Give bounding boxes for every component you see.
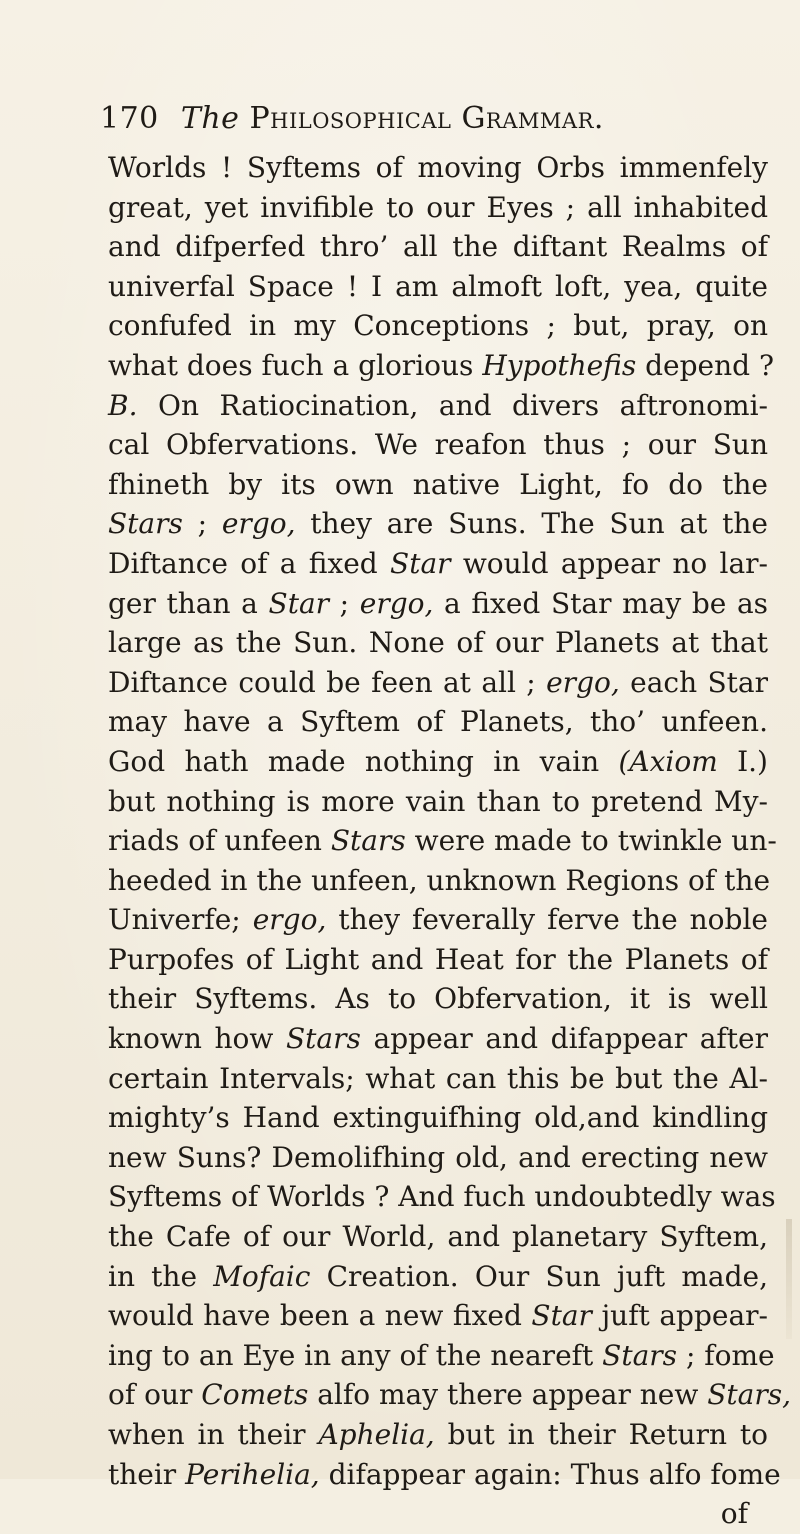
text-line — [108, 1455, 781, 1495]
text-segment: ergo, — [546, 665, 620, 699]
text-segment: Star — [268, 586, 330, 620]
text-segment: ; — [329, 586, 360, 620]
text-segment: ergo, — [252, 903, 327, 937]
text-segment: ing to an Eye in any of the neareft — [108, 1338, 603, 1372]
text-line — [108, 1098, 768, 1138]
text-segment: depend ? — [636, 348, 774, 382]
text-segment: Star — [531, 1299, 592, 1333]
text-line — [108, 782, 768, 822]
text-segment: ergo, — [359, 586, 434, 620]
text-segment: Aphelia, — [318, 1418, 435, 1451]
text-line — [108, 702, 768, 742]
text-line — [108, 900, 768, 940]
text-segment: fhineth by its own native Light, fo do the — [108, 467, 768, 501]
text-line — [108, 1257, 768, 1297]
text-line — [108, 940, 768, 980]
text-segment: (Axiom — [618, 744, 718, 778]
text-segment: were made to twinkle un- — [405, 824, 777, 858]
text-line — [108, 306, 768, 346]
page-edge-mark — [786, 1219, 792, 1339]
text-segment: ergo, — [221, 507, 296, 541]
text-line — [108, 979, 768, 1019]
text-segment: alfo may there appear new — [308, 1378, 708, 1412]
text-segment: great, yet invifible to our Eyes ; all inhabited — [108, 190, 768, 224]
text-segment: Stars — [286, 1022, 361, 1056]
text-line — [108, 425, 768, 465]
text-segment: Mofaic — [213, 1259, 311, 1293]
text-segment: Diftance of a fixed — [108, 546, 391, 580]
text-line — [108, 267, 768, 307]
text-segment: On Ratiocination, and divers aftronomi- — [137, 388, 768, 422]
text-segment: each Star — [619, 665, 768, 699]
running-header — [100, 101, 760, 137]
text-line — [108, 148, 768, 188]
text-segment: Hypothefis — [482, 348, 637, 382]
text-segment: certain Intervals; what can this be but the Al- — [108, 1061, 768, 1095]
text-segment: their Syftems. As to Obfervation, it is well — [108, 982, 768, 1016]
text-line — [108, 1177, 776, 1217]
text-segment: ger than a — [108, 586, 269, 620]
text-segment: confufed in my Conceptions ; but, pray, on — [108, 309, 768, 343]
text-segment: Creation. Our Sun juft made, — [310, 1259, 768, 1293]
text-segment: Diftance could be feen at all ; — [108, 665, 547, 699]
text-segment: they are Suns. The Sun at the — [295, 507, 768, 541]
text-line — [108, 1415, 768, 1455]
text-segment: riads of unfeen — [108, 824, 331, 858]
text-segment: Univerfe; — [108, 903, 253, 937]
text-segment: Worlds ! Syftems of moving Orbs immenfely — [108, 151, 768, 184]
text-segment: but nothing is more vain than to pretend My- — [108, 784, 768, 818]
text-segment: difappear again: Thus alfo fome — [319, 1457, 781, 1491]
body-text — [108, 148, 792, 1534]
text-segment: would have been a new fixed — [108, 1299, 532, 1333]
text-segment: ; — [182, 507, 222, 541]
text-line — [108, 663, 768, 703]
header-title: Philosophical Grammar. — [249, 101, 604, 136]
text-segment: of — [720, 1497, 748, 1531]
text-line — [108, 861, 771, 901]
text-segment: what does fuch a glorious — [108, 348, 483, 382]
text-segment: univerfal Space ! I am almoft loft, yea, quite — [108, 269, 768, 303]
text-segment: in the — [108, 1259, 214, 1293]
text-line — [108, 1494, 768, 1534]
text-line — [108, 188, 768, 228]
text-segment: new Suns? Demolifhing old, and erecting new — [108, 1140, 768, 1174]
text-line — [108, 623, 768, 663]
text-segment: Stars — [602, 1338, 678, 1372]
header-title-italic: The — [180, 101, 240, 136]
text-segment: ; fome — [677, 1338, 775, 1372]
text-segment: Purpofes of Light and Heat for the Planets of — [108, 942, 768, 976]
text-line — [108, 386, 768, 426]
text-segment: Syftems of Worlds ? And fuch undoubtedly was — [108, 1180, 776, 1214]
text-segment: Stars, — [707, 1378, 792, 1412]
text-line — [108, 227, 768, 267]
text-line — [108, 742, 768, 782]
text-line — [108, 465, 768, 505]
text-line — [108, 1138, 768, 1178]
text-segment: I.) — [717, 744, 768, 778]
text-segment: Star — [390, 546, 451, 580]
text-segment: appear and difappear after — [360, 1022, 768, 1056]
page-number: 170 — [100, 101, 159, 136]
text-segment: large as the Sun. None of our Planets at that — [108, 626, 768, 660]
text-segment: they feverally ferve the noble — [326, 903, 768, 937]
text-segment: when in their — [108, 1418, 319, 1451]
text-segment: Perihelia, — [185, 1457, 320, 1491]
text-segment: may have a Syftem of Planets, tho’ unfeen. — [108, 705, 768, 739]
text-segment: Stars — [330, 824, 406, 858]
text-segment: B. — [108, 388, 138, 422]
text-segment: heeded in the unfeen, unknown Regions of the — [108, 863, 771, 897]
text-segment: God hath made nothing in vain — [108, 744, 619, 778]
text-segment: and difperfed thro’ all the diftant Realms of — [108, 230, 768, 264]
text-line — [108, 544, 768, 584]
text-line — [108, 504, 768, 544]
text-line — [108, 1217, 768, 1257]
text-line — [108, 1059, 768, 1099]
text-segment: juft appear- — [591, 1299, 768, 1333]
text-line — [108, 821, 777, 861]
text-segment: Stars — [108, 507, 183, 541]
text-segment: known how — [108, 1022, 286, 1056]
text-line — [108, 1019, 768, 1059]
text-segment: a fixed Star may be as — [433, 586, 769, 620]
text-segment: of our — [108, 1378, 202, 1412]
text-line — [108, 1296, 768, 1336]
text-segment: the Cafe of our World, and planetary Syftem, — [108, 1220, 768, 1254]
text-segment: but in their Return to — [434, 1418, 768, 1451]
text-segment: Comets — [201, 1378, 309, 1412]
text-segment: their — [108, 1457, 186, 1491]
text-segment: would appear no lar- — [450, 546, 768, 580]
text-line — [108, 584, 768, 624]
text-segment: mighty’s Hand extinguifhing old,and kindling — [108, 1101, 768, 1135]
text-segment: cal Obfervations. We reafon thus ; our Sun — [108, 428, 768, 462]
text-line — [108, 346, 774, 386]
text-line — [108, 1375, 792, 1415]
text-line — [108, 1336, 775, 1376]
